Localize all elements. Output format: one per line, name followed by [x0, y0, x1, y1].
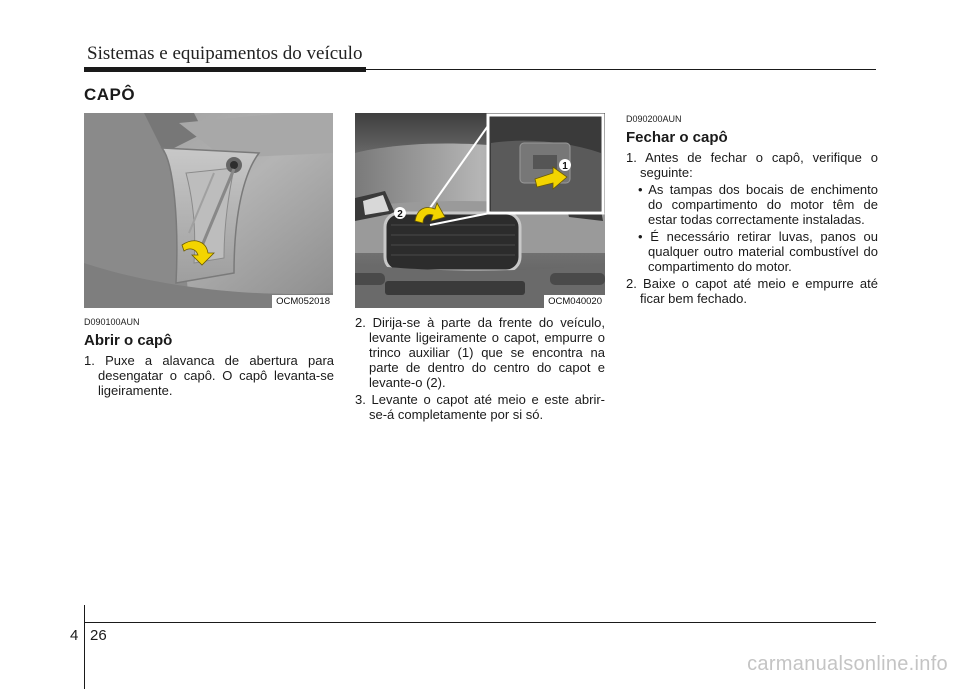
open-hood-section [84, 315, 334, 400]
photo-code: OCM040020 [544, 295, 605, 308]
bullet-item: • As tampas dos bocais de enchimento do compartimento do motor têm de estar todas correctamente instaladas. [638, 182, 878, 227]
header-rule-thick [84, 67, 366, 72]
footer-rule-vertical [84, 605, 85, 689]
footer-rule-horizontal [84, 622, 876, 623]
section-title: CAPÔ [84, 85, 136, 104]
close-hood-section [626, 112, 878, 308]
reference-code: D090100AUN [84, 317, 140, 327]
vehicle-front-photo [355, 113, 605, 308]
subsection-title: Abrir o capô [84, 332, 173, 349]
page-number: 26 [90, 627, 107, 644]
header-rule-thin [366, 69, 876, 70]
running-header: Sistemas e equipamentos do veículo [87, 43, 363, 64]
reference-code: D090200AUN [626, 114, 682, 124]
chapter-number: 4 [70, 627, 79, 644]
list-item: 3. Levante o capot até meio e este abrir-se-á completamente por si só. [355, 392, 605, 422]
list-item: 2. Dirija-se à parte da frente do veículo, levante ligeiramente o capot, empurre o trinco auxiliar (1) que se encontra na parte de dentro do centro do capot e levante-o (2). [355, 315, 605, 390]
subsection-title: Fechar o capô [626, 129, 728, 146]
list-item: 1. Puxe a alavanca de abertura para desengatar o capô. O capô levanta-se ligeiramente. [84, 353, 334, 398]
callout-2-label: 2 [397, 209, 403, 220]
hood-release-lever-photo [84, 113, 333, 308]
photo-code: OCM052018 [272, 295, 333, 308]
open-hood-steps-continued [355, 315, 605, 424]
bullet-item: • É necessário retirar luvas, panos ou qualquer outro material combustível do compartimento do motor. [638, 229, 878, 274]
callout-1-label: 1 [562, 161, 568, 172]
list-item: 1. Antes de fechar o capô, verifique o seguinte: [626, 150, 878, 180]
site-watermark: carmanualsonline.info [747, 653, 948, 675]
list-item: 2. Baixe o capot até meio e empurre até ficar bem fechado. [626, 276, 878, 306]
